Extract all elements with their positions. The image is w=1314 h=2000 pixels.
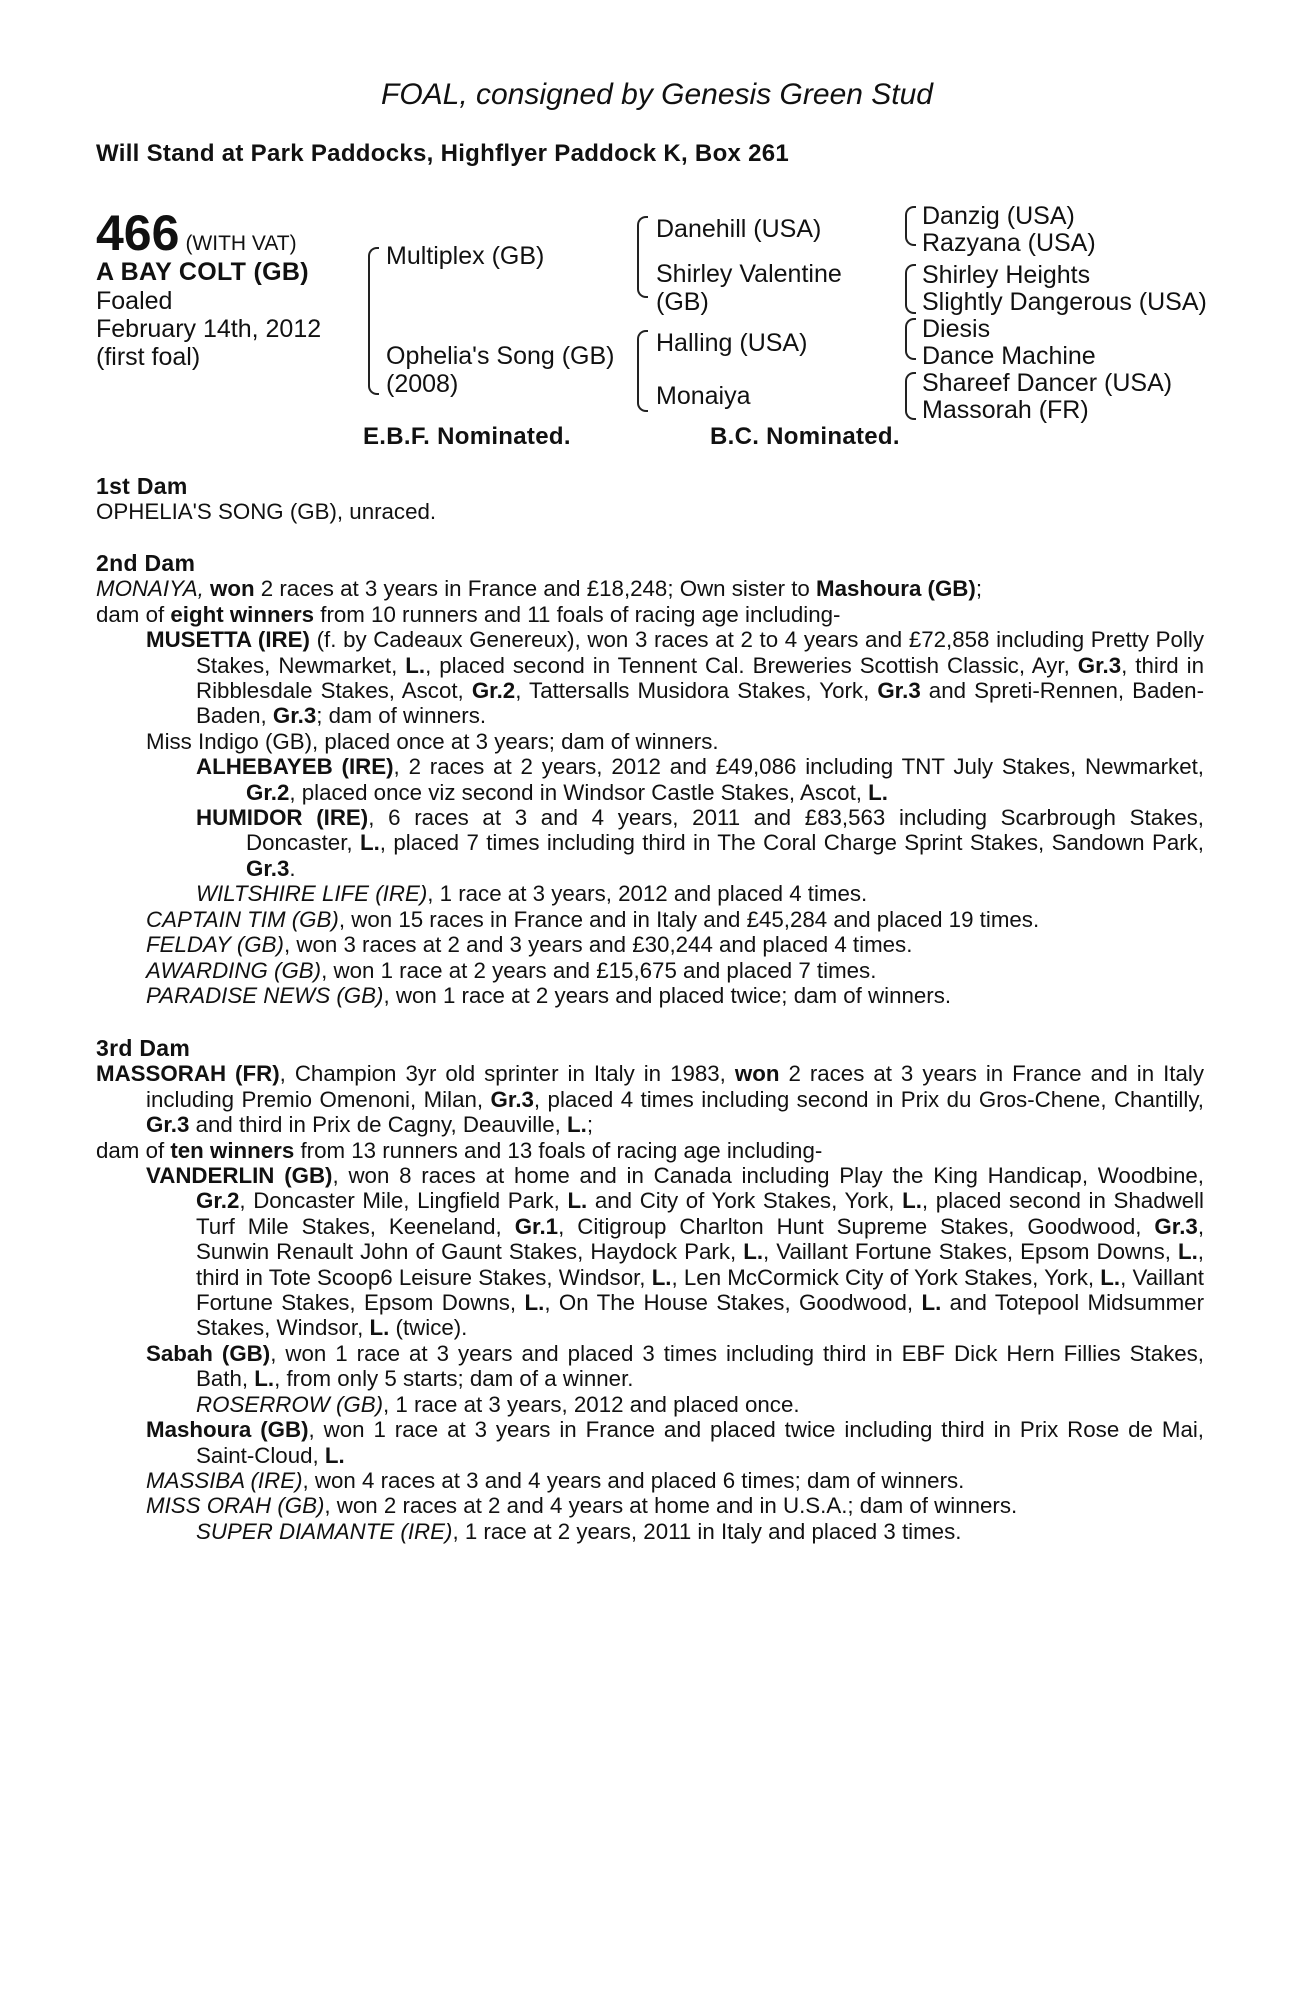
second-dam-section [96,551,1204,1008]
produce-entry-wiltshire-life: WILTSHIRE LIFE (IRE), 1 race at 3 years, 2012 and placed 4 times. [196,881,868,907]
vat-note: (WITH VAT) [185,232,297,255]
lot-title: A BAY COLT (GB) [96,258,309,286]
dam-dam-name: Monaiya [656,382,751,410]
pedigree-brace-gen1 [368,247,379,395]
produce-entry-roserrow: ROSERROW (GB), 1 race at 3 years, 2012 and placed once. [196,1391,800,1417]
produce-entry-humidor: HUMIDOR (IRE), 6 races at 3 and 4 years, 2011 and £83,563 including Scarbrough Stakes, Doncaster, L., placed 7 times including third in The Coral Charge Sprint Stakes, Sandown Park, Gr.3. [196,805,1205,881]
ped-sss: Danzig (USA) [922,202,1075,230]
produce-entry-paradise-news: PARADISE NEWS (GB), won 1 race at 2 years and placed twice; dam of winners. [146,982,952,1008]
produce-entry-sabah: Sabah (GB), won 1 race at 3 years and placed 3 times including third in EBF Dick Hern Fillies Stakes, Bath, L., from only 5 starts; dam of a winner. [146,1340,1205,1392]
produce-entry-musetta: MUSETTA (IRE) (f. by Cadeaux Genereux), won 3 races at 2 to 4 years and £72,858 including Pretty Polly Stakes, Newmarket, L., placed second in Tennent Cal. Breweries Scottish Classic, Ayr, Gr.3, third in Ribblesdale Stakes, Ascot, Gr.2, Tattersalls Musidora Stakes, York, Gr.3 and Spreti-Rennen, Baden-Baden, Gr.3; dam of winners. [146,627,1205,729]
produce-entry-awarding: AWARDING (GB), won 1 race at 2 years and £15,675 and placed 7 times. [146,957,877,983]
first-dam-heading: 1st Dam [96,473,188,499]
sire-name: Multiplex (GB) [386,242,545,270]
stand-location: Will Stand at Park Paddocks, Highflyer Paddock K, Box 261 [96,140,790,167]
ebf-nominated: E.B.F. Nominated. [363,423,571,450]
lot-number-block [96,204,297,262]
produce-entry-captain-tim: CAPTAIN TIM (GB), won 15 races in France and in Italy and £45,284 and placed 19 times. [146,906,1040,932]
dam-sire-name: Halling (USA) [656,329,808,357]
pedigree-brace-ds [905,318,916,360]
first-foal-note: (first foal) [96,343,201,371]
ped-sdd: Slightly Dangerous (USA) [922,288,1207,316]
third-dam-heading: 3rd Dam [96,1035,191,1061]
ped-sds: Shirley Heights [922,261,1091,289]
dam-name: Ophelia's Song (GB) [386,342,615,370]
foaled-date: February 14th, 2012 [96,315,322,343]
sire-dam-country: (GB) [656,288,709,316]
produce-entry-miss-indigo: Miss Indigo (GB), placed once at 3 years; dam of winners. [146,728,719,754]
produce-summary-3: dam of ten winners from 13 runners and 13 foals of racing age including- [96,1137,823,1163]
lot-number: 466 [96,205,180,261]
ped-dds: Shareef Dancer (USA) [922,369,1173,397]
produce-entry-massiba: MASSIBA (IRE), won 4 races at 3 and 4 years and placed 6 times; dam of winners. [146,1467,965,1493]
sire-sire-name: Danehill (USA) [656,215,822,243]
ped-ssd: Razyana (USA) [922,229,1096,257]
ped-dss: Diesis [922,315,991,343]
second-dam-entry: MONAIYA, won 2 races at 3 years in France and £18,248; Own sister to Mashoura (GB); [96,576,983,602]
pedigree-brace-sire [637,216,648,298]
pedigree-brace-ss [905,206,916,246]
pedigree-brace-dam [637,330,648,412]
ped-ddd: Massorah (FR) [922,396,1089,424]
produce-entry-vanderlin: VANDERLIN (GB), won 8 races at home and in Canada including Play the King Handicap, Woodbine, Gr.2, Doncaster Mile, Lingfield Park, L. and City of York Stakes, York, L., placed second in Shadwell Turf Mile Stakes, Keeneland, Gr.1, Citigroup Charlton Hunt Supreme Stakes, Goodwood, Gr.3, Sunwin Renault John of Gaunt Stakes, Haydock Park, L., Vaillant Fortune Stakes, Epsom Downs, L., third in Tote Scoop6 Leisure Stakes, Windsor, L., Len McCormick City of York Stakes, York, L., Vaillant Fortune Stakes, Epsom Downs, L., On The House Stakes, Goodwood, L. and Totepool Midsummer Stakes, Windsor, L. (twice). [146,1163,1205,1341]
first-dam-section [96,474,1204,525]
pedigree-brace-sd [905,264,916,314]
ped-dsd: Dance Machine [922,342,1096,370]
consignor-line: FOAL, consigned by Genesis Green Stud [381,78,933,111]
produce-entry-alhebayeb: ALHEBAYEB (IRE), 2 races at 2 years, 2012 and £49,086 including TNT July Stakes, Newmarket, Gr.2, placed once viz second in Windsor Castle Stakes, Ascot, L. [196,754,1204,805]
second-dam-heading: 2nd Dam [96,550,196,576]
sire-dam-name: Shirley Valentine [656,260,842,288]
dam-year: (2008) [386,370,459,398]
third-dam-entry: MASSORAH (FR), Champion 3yr old sprinter in Italy in 1983, won 2 races at 3 years in France and in Italy including Premio Omenoni, Milan, Gr.3, placed 4 times including second in Prix du Gros-Chene, Chantilly, Gr.3 and third in Prix de Cagny, Deauville, L.; [96,1061,1205,1138]
foaled-label: Foaled [96,287,173,315]
produce-entry-super-diamante: SUPER DIAMANTE (IRE), 1 race at 2 years, 2011 in Italy and placed 3 times. [196,1518,962,1544]
pedigree-brace-dd [905,372,916,420]
third-dam-section [96,1036,1204,1544]
produce-entry-miss-orah: MISS ORAH (GB), won 2 races at 2 and 4 years at home and in U.S.A.; dam of winners. [146,1493,1018,1519]
produce-entry-felday: FELDAY (GB), won 3 races at 2 and 3 years and £30,244 and placed 4 times. [146,932,913,958]
produce-summary: dam of eight winners from 10 runners and 11 foals of racing age including- [96,601,841,627]
bc-nominated: B.C. Nominated. [710,423,900,450]
dam-name: MONAIYA, [96,576,204,602]
produce-entry-mashoura: Mashoura (GB), won 1 race at 3 years in France and placed twice including third in Prix Rose de Mai, Saint-Cloud, L. [146,1417,1204,1468]
first-dam-text: OPHELIA'S SONG (GB), unraced. [96,499,437,525]
